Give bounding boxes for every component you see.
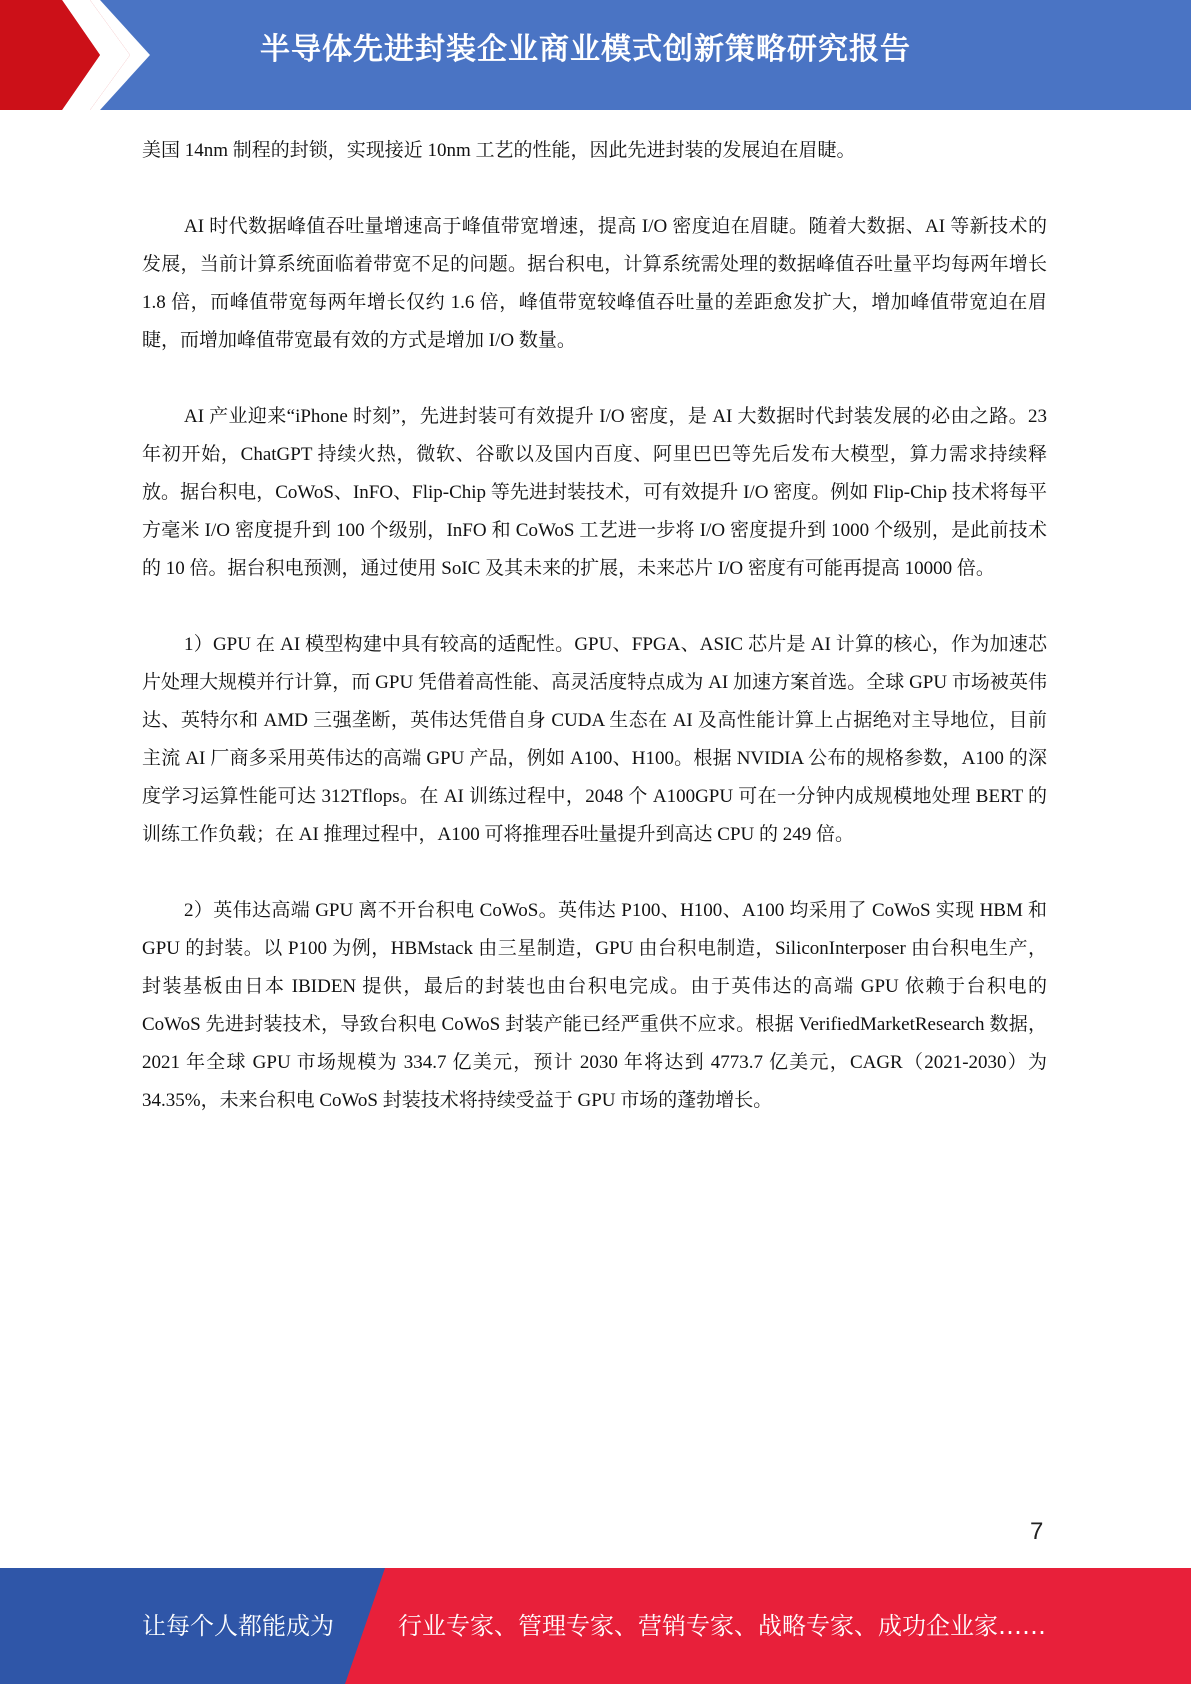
paragraph-3: AI 产业迎来“iPhone 时刻”，先进封装可有效提升 I/O 密度，是 AI 大数据时代封装发展的必由之路。23 年初开始，ChatGPT 持续火热，微软、谷歌以及国内百度、阿里巴巴等先后发布大模型，算力需求持续释放。据台积电，CoWoS、InFO、Flip-Chip 等先进封装技术，可有效提升 I/O 密度。例如 Flip-Chip 技术将每平方毫米 I/O 密度提升到 100 个级别，InFO 和 CoWoS 工艺进一步将 I/O 密度提升到 1000 个级别，是此前技术的 10 倍。据台积电预测，通过使用 SoIC 及其未来的扩展，未来芯片 I/O 密度有可能再提高 10000 倍。 <box>142 406 1047 579</box>
header-chevron-decoration <box>0 0 150 110</box>
document-body <box>142 132 1047 1158</box>
footer-slogan-left: 让每个人都能成为 <box>142 1612 334 1640</box>
report-title: 半导体先进封装企业商业模式创新策略研究报告 <box>260 32 911 67</box>
header-band <box>0 0 1191 110</box>
page-number: 7 <box>1030 1518 1044 1545</box>
paragraph-2: AI 时代数据峰值吞吐量增速高于峰值带宽增速，提高 I/O 密度迫在眉睫。随着大数据、AI 等新技术的发展，当前计算系统面临着带宽不足的问题。据台积电，计算系统需处理的数据峰值吞吐量平均每两年增长 1.8 倍，而峰值带宽每两年增长仅约 1.6 倍，峰值带宽较峰值吞吐量的差距愈发扩大，增加峰值带宽迫在眉睫，而增加峰值带宽最有效的方式是增加 I/O 数量。 <box>142 216 1047 351</box>
footer-slogan-right: 行业专家、管理专家、营销专家、战略专家、成功企业家…… <box>398 1612 1046 1640</box>
paragraph-5: 2）英伟达高端 GPU 离不开台积电 CoWoS。英伟达 P100、H100、A100 均采用了 CoWoS 实现 HBM 和 GPU 的封装。以 P100 为例，HBMstack 由三星制造，GPU 由台积电制造，SiliconInterposer 由台积电生产，封装基板由日本 IBIDEN 提供，最后的封装也由台积电完成。由于英伟达的高端 GPU 依赖于台积电的 CoWoS 先进封装技术，导致台积电 CoWoS 封装产能已经严重供不应求。根据 VerifiedMarketResearch 数据，2021 年全球 GPU 市场规模为 334.7 亿美元，预计 2030 年将达到 4773.7 亿美元，CAGR（2021-2030）为 34.35%，未来台积电 CoWoS 封装技术将持续受益于 GPU 市场的蓬勃增长。 <box>142 900 1047 1111</box>
paragraph-1: 美国 14nm 制程的封锁，实现接近 10nm 工艺的性能，因此先进封装的发展迫在眉睫。 <box>142 140 856 161</box>
footer-band <box>0 1568 1191 1684</box>
paragraph-4: 1）GPU 在 AI 模型构建中具有较高的适配性。GPU、FPGA、ASIC 芯片是 AI 计算的核心，作为加速芯片处理大规模并行计算，而 GPU 凭借着高性能、高灵活度特点成为 AI 加速方案首选。全球 GPU 市场被英伟达、英特尔和 AMD 三强垄断，英伟达凭借自身 CUDA 生态在 AI 及高性能计算上占据绝对主导地位，目前主流 AI 厂商多采用英伟达的高端 GPU 产品，例如 A100、H100。根据 NVIDIA 公布的规格参数，A100 的深度学习运算性能可达 312Tflops。在 AI 训练过程中，2048 个 A100GPU 可在一分钟内成规模地处理 BERT 的训练工作负载；在 AI 推理过程中，A100 可将推理吞吐量提升到高达 CPU 的 249 倍。 <box>142 634 1047 845</box>
